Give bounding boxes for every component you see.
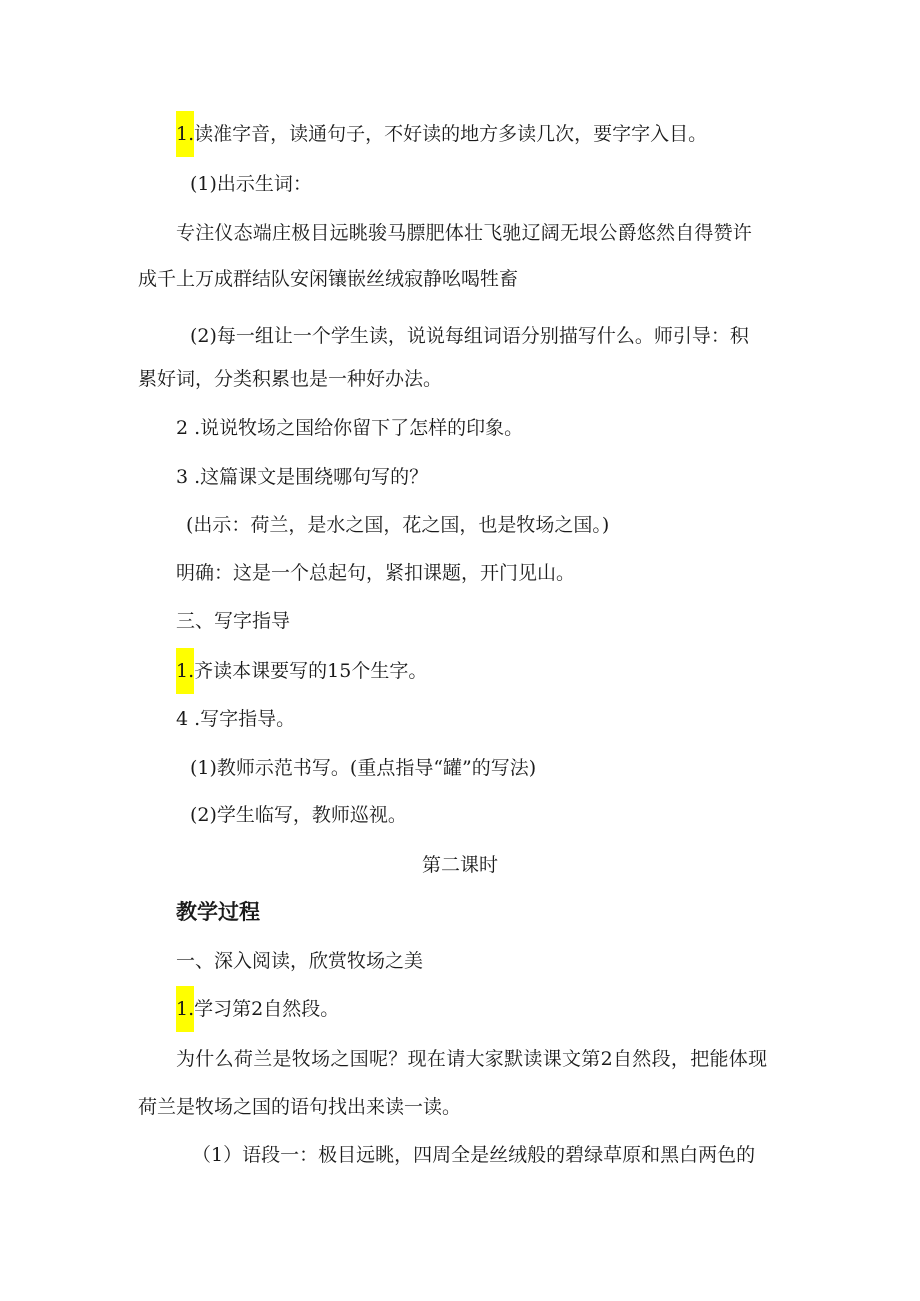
- paragraph-text: 齐读本课要写的15个生字。: [194, 660, 428, 682]
- clarification-line: 明确：这是一个总起句，紧扣课题，开门见山。: [176, 562, 576, 584]
- step-1-read-characters: [176, 658, 427, 684]
- paragraph-text: 学习第2自然段。: [194, 998, 340, 1020]
- highlighted-number: 1.: [176, 648, 194, 694]
- section-heading-writing: 三、写字指导: [176, 610, 291, 632]
- highlighted-number: 1.: [176, 986, 194, 1032]
- sub-item-passage-one: （1）语段一：极目远眺，四周全是丝绒般的碧绿草原和黑白两色的: [192, 1144, 756, 1166]
- step-3-topic-sentence: 3 .这篇课文是围绕哪句写的？: [176, 466, 429, 488]
- step-4-writing-guide: 4 .写字指导。: [176, 708, 296, 730]
- sub-item-show-words: (1)出示生词：: [190, 173, 312, 195]
- vocabulary-list-line-2: 成千上万成群结队安闲镶嵌丝绒寂静吆喝牲畜: [138, 268, 519, 290]
- paragraph-text: 读准字音，读通句子，不好读的地方多读几次，要字字入目。: [194, 123, 708, 145]
- section-heading-deep-reading: 一、深入阅读，欣赏牧场之美: [176, 950, 424, 972]
- vocabulary-list-line-1: 专注仪态端庄极目远眺骏马膘肥体壮飞驰辽阔无垠公爵悠然自得赞许: [176, 222, 753, 244]
- sub-item-group-reading-cont: 累好词，分类积累也是一种好办法。: [138, 368, 443, 390]
- shown-sentence: (出示：荷兰，是水之国，花之国，也是牧场之国。): [186, 514, 610, 536]
- step-1-read-line: [176, 121, 707, 147]
- question-paragraph-line-2: 荷兰是牧场之国的语句找出来读一读。: [138, 1096, 462, 1118]
- sub-item-student-practice: (2)学生临写，教师巡视。: [190, 804, 407, 826]
- lesson-heading-second: 第二课时: [421, 854, 498, 876]
- step-1-study-paragraph: [176, 996, 339, 1022]
- question-paragraph-line-1: 为什么荷兰是牧场之国呢？现在请大家默读课文第2自然段，把能体现: [176, 1048, 768, 1070]
- sub-item-teacher-demo: (1)教师示范书写。(重点指导“罐”的写法): [190, 757, 537, 779]
- step-2-impression: 2 .说说牧场之国给你留下了怎样的印象。: [176, 417, 524, 439]
- highlighted-number: 1.: [176, 111, 194, 157]
- teaching-process-heading: 教学过程: [176, 900, 260, 924]
- sub-item-group-reading: (2)每一组让一个学生读，说说每组词语分别描写什么。师引导：积: [190, 325, 749, 347]
